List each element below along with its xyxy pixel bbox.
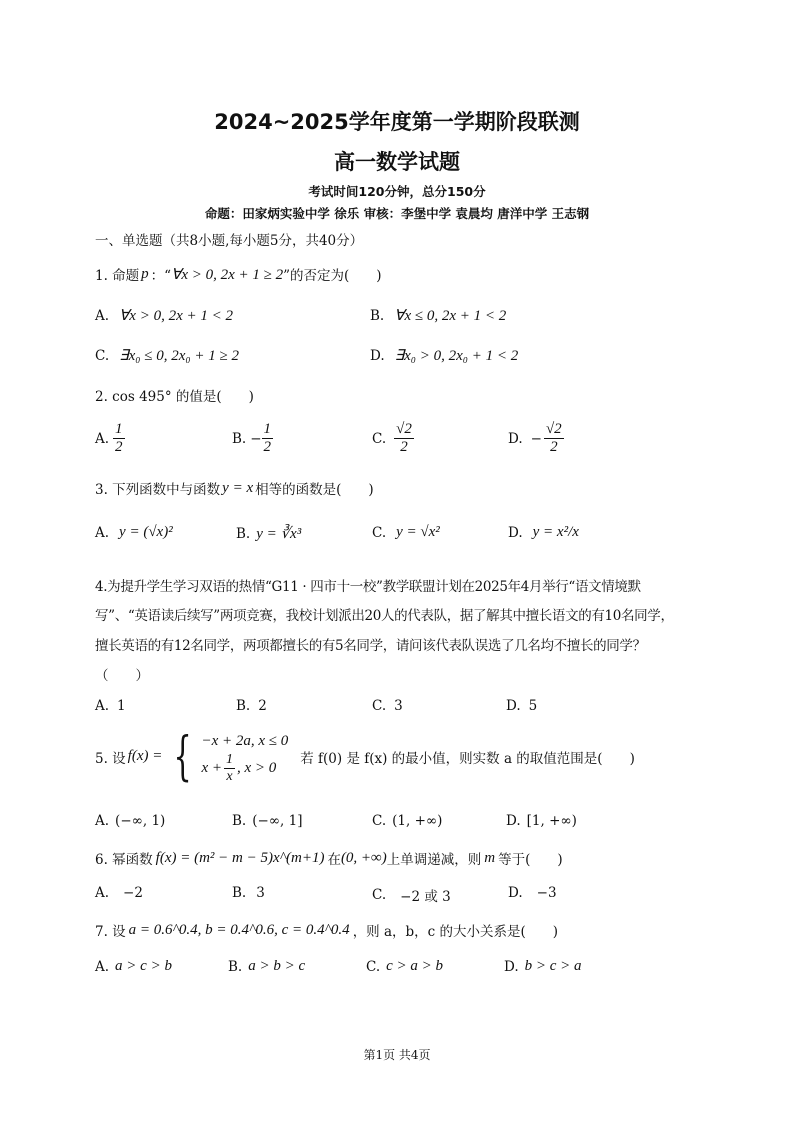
q5-stem-b: 若 f(0) 是 f(x) 的最小值，则实数 a 的取值范围是( ) — [300, 750, 635, 767]
q1-stem-c: ”的否定为( ) — [283, 268, 382, 284]
exam-subtitle: 高一数学试题 — [334, 150, 460, 174]
q4-option-d[interactable] — [506, 698, 537, 714]
option-label: A. — [95, 885, 110, 901]
q4-line-2: 写”、“英语读后续写”两项竞赛，我校计划派出20人的代表队，据了解其中擅长语文的有10名同学， — [95, 608, 674, 624]
option-text: −3 — [536, 885, 557, 901]
option-text: ∃x₀ ≤ 0, 2x₀ + 1 ≥ 2 — [119, 348, 239, 364]
exam-info: 考试时间120分钟，总分150分 — [308, 184, 486, 199]
option-label: A. — [95, 958, 110, 975]
fraction-numerator: √2 — [396, 421, 412, 437]
option-fraction — [113, 422, 125, 455]
q6-stem-d: 等于( ) — [498, 852, 563, 868]
fraction-numerator: 1 — [225, 751, 233, 767]
option-text: [1, +∞) — [526, 813, 577, 829]
option-text: 5 — [528, 698, 538, 714]
fraction-numerator: √2 — [545, 421, 562, 437]
q7-option-c[interactable] — [366, 958, 443, 975]
q3-expr: y = x — [222, 479, 254, 496]
case-2-b: , x > 0 — [236, 759, 277, 776]
fraction-denominator: x — [226, 768, 233, 784]
q7-option-d[interactable] — [504, 958, 582, 975]
q7-option-b[interactable] — [228, 958, 305, 975]
option-label: B. — [236, 525, 251, 542]
option-text: (−∞, 1) — [115, 813, 166, 829]
option-label: B. — [236, 698, 251, 714]
option-label: A. — [95, 307, 110, 324]
option-text: 3 — [394, 698, 403, 714]
section-heading: 一、单选题（共8小题,每小题5分，共40分） — [95, 233, 364, 249]
q5-stem-a: 5. 设 — [95, 750, 126, 767]
q1-option-b[interactable] — [370, 306, 506, 325]
q3-stem-b: 相等的函数是( ) — [255, 482, 374, 498]
q1-expr: ∀x > 0, 2x + 1 ≥ 2 — [171, 266, 284, 283]
option-text: (1, +∞) — [392, 813, 443, 829]
option-label: A. — [95, 698, 110, 714]
q4-option-a[interactable] — [95, 698, 126, 714]
q1-p: p — [141, 265, 149, 282]
q6-m: m — [484, 849, 496, 866]
option-label: B. — [232, 813, 247, 829]
option-fraction — [262, 422, 274, 455]
question-2-stem: 2. cos 495° 的值是( ) — [95, 389, 254, 405]
question-1-stem — [95, 264, 382, 284]
q7-option-a[interactable] — [95, 958, 172, 975]
option-label: C. — [372, 813, 387, 829]
q5-option-c[interactable] — [372, 813, 442, 829]
option-text: y = √x² — [396, 524, 440, 540]
q1-option-c[interactable] — [95, 346, 239, 365]
q6-option-a[interactable] — [95, 885, 143, 901]
option-text: 2 — [258, 698, 267, 714]
option-label: A. — [95, 813, 110, 829]
option-text: y = ∛x³ — [256, 526, 302, 542]
option-label: D. — [508, 524, 523, 541]
q6-interval: (0, +∞) — [340, 849, 387, 866]
fraction-denominator: 2 — [263, 439, 272, 455]
q6-option-c[interactable] — [372, 885, 451, 905]
option-label: B. — [370, 307, 385, 324]
case-2-fraction — [224, 753, 235, 784]
q1-stem-b: ：“ — [150, 268, 172, 284]
q2-option-a[interactable] — [95, 422, 125, 455]
q2-option-c[interactable] — [372, 422, 414, 455]
question-7-stem — [95, 920, 558, 940]
option-label: B. — [232, 430, 247, 447]
question-3-stem — [95, 478, 374, 498]
option-label: D. — [370, 347, 385, 364]
option-label: C. — [372, 887, 387, 903]
q3-option-a[interactable] — [95, 524, 173, 541]
option-fraction — [394, 422, 414, 455]
question-6-stem — [95, 848, 563, 868]
piecewise-cases — [201, 730, 288, 784]
option-text: 1 — [117, 698, 126, 714]
fraction-numerator: 1 — [115, 421, 123, 437]
page-footer: 第1页 共4页 — [363, 1048, 431, 1062]
option-text: a > b > c — [248, 958, 306, 974]
option-label: C. — [372, 698, 387, 714]
q5-fx: f(x) = — [127, 748, 163, 765]
option-text: ∀x > 0, 2x + 1 < 2 — [119, 308, 233, 324]
q5-option-d[interactable] — [506, 813, 577, 829]
option-text: a > c > b — [115, 958, 172, 974]
q3-option-d[interactable] — [508, 524, 579, 541]
q3-option-c[interactable] — [372, 524, 440, 541]
case-1: −x + 2a, x ≤ 0 — [201, 733, 289, 749]
q1-option-a[interactable] — [95, 306, 233, 325]
option-text: ∃x₀ > 0, 2x₀ + 1 < 2 — [394, 348, 519, 364]
option-label: C. — [366, 958, 381, 975]
option-label: A. — [95, 524, 110, 541]
q7-stem-a: 7. 设 — [95, 924, 126, 940]
option-text: c > a > b — [386, 958, 444, 974]
option-sign: − — [530, 430, 542, 447]
q3-stem-a: 3. 下列函数中与函数 — [95, 482, 221, 498]
q4-line-1: 4.为提升学生学习双语的热情“G11 · 四市十一校”教学联盟计划在2025年4月举行“语文情境默 — [95, 579, 641, 595]
option-label: B. — [228, 958, 243, 975]
question-5-stem — [95, 726, 635, 787]
q4-option-c[interactable] — [372, 698, 403, 714]
option-text: y = x²/x — [532, 524, 579, 540]
fraction-denominator: 2 — [550, 439, 558, 455]
option-label: D. — [506, 698, 521, 714]
case-2-a: x + — [201, 759, 222, 776]
exam-title: 2024~2025学年度第一学期阶段联测 — [214, 110, 580, 134]
q7-stem-b: ，则 a，b，c 的大小关系是( ) — [352, 924, 559, 940]
option-text: −2 — [123, 885, 143, 901]
q6-stem-c: 上单调递减，则 — [386, 852, 482, 868]
option-sign: − — [250, 430, 262, 447]
exam-authors: 命题：田家炳实验中学 徐乐 审核：李堡中学 袁晨均 唐洋中学 王志钢 — [204, 206, 590, 221]
option-label: D. — [508, 885, 523, 901]
option-label: A. — [95, 430, 110, 447]
q1-stem-a: 1. 命题 — [95, 268, 140, 284]
option-label: C. — [95, 347, 110, 364]
option-label: D. — [508, 430, 523, 447]
option-label: D. — [504, 958, 519, 975]
fraction-denominator: 2 — [115, 439, 123, 455]
option-text: y = (√x)² — [119, 524, 173, 540]
q7-expr: a = 0.6^0.4, b = 0.4^0.6, c = 0.4^0.4 — [128, 921, 350, 938]
case-2 — [201, 753, 288, 784]
fraction-numerator: 1 — [263, 421, 272, 437]
q1-option-d[interactable] — [370, 346, 518, 365]
option-label: D. — [506, 813, 521, 829]
option-text: 3 — [256, 885, 265, 901]
q4-option-b[interactable] — [236, 698, 267, 714]
option-label: B. — [232, 885, 247, 901]
option-text: ∀x ≤ 0, 2x + 1 < 2 — [394, 308, 507, 324]
fraction-denominator: 2 — [400, 439, 408, 455]
option-text: b > c > a — [524, 958, 582, 974]
q4-line-4: （ ） — [95, 668, 149, 684]
q6-stem-b: 在 — [327, 852, 341, 868]
q6-option-d[interactable] — [508, 885, 557, 901]
q6-stem-a: 6. 幂函数 — [95, 852, 153, 868]
option-label: C. — [372, 524, 387, 541]
q3-option-b[interactable] — [236, 524, 301, 543]
q5-option-b[interactable] — [232, 813, 302, 829]
q5-option-a[interactable] — [95, 813, 165, 829]
piecewise-brace: { — [173, 726, 193, 787]
q2-option-d[interactable] — [508, 422, 564, 455]
q6-option-b[interactable] — [232, 885, 265, 901]
q6-expr: f(x) = (m² − m − 5)x^(m+1) — [155, 849, 325, 866]
option-text: (−∞, 1] — [252, 813, 303, 829]
q4-line-3: 擅长英语的有12名同学，两项都擅长的有5名同学，请问该代表队误选了几名均不擅长的同学？ — [95, 638, 646, 654]
option-label: C. — [372, 430, 387, 447]
option-fraction — [544, 422, 564, 455]
q2-option-b[interactable] — [232, 422, 273, 455]
option-text: −2 或 3 — [400, 889, 451, 905]
